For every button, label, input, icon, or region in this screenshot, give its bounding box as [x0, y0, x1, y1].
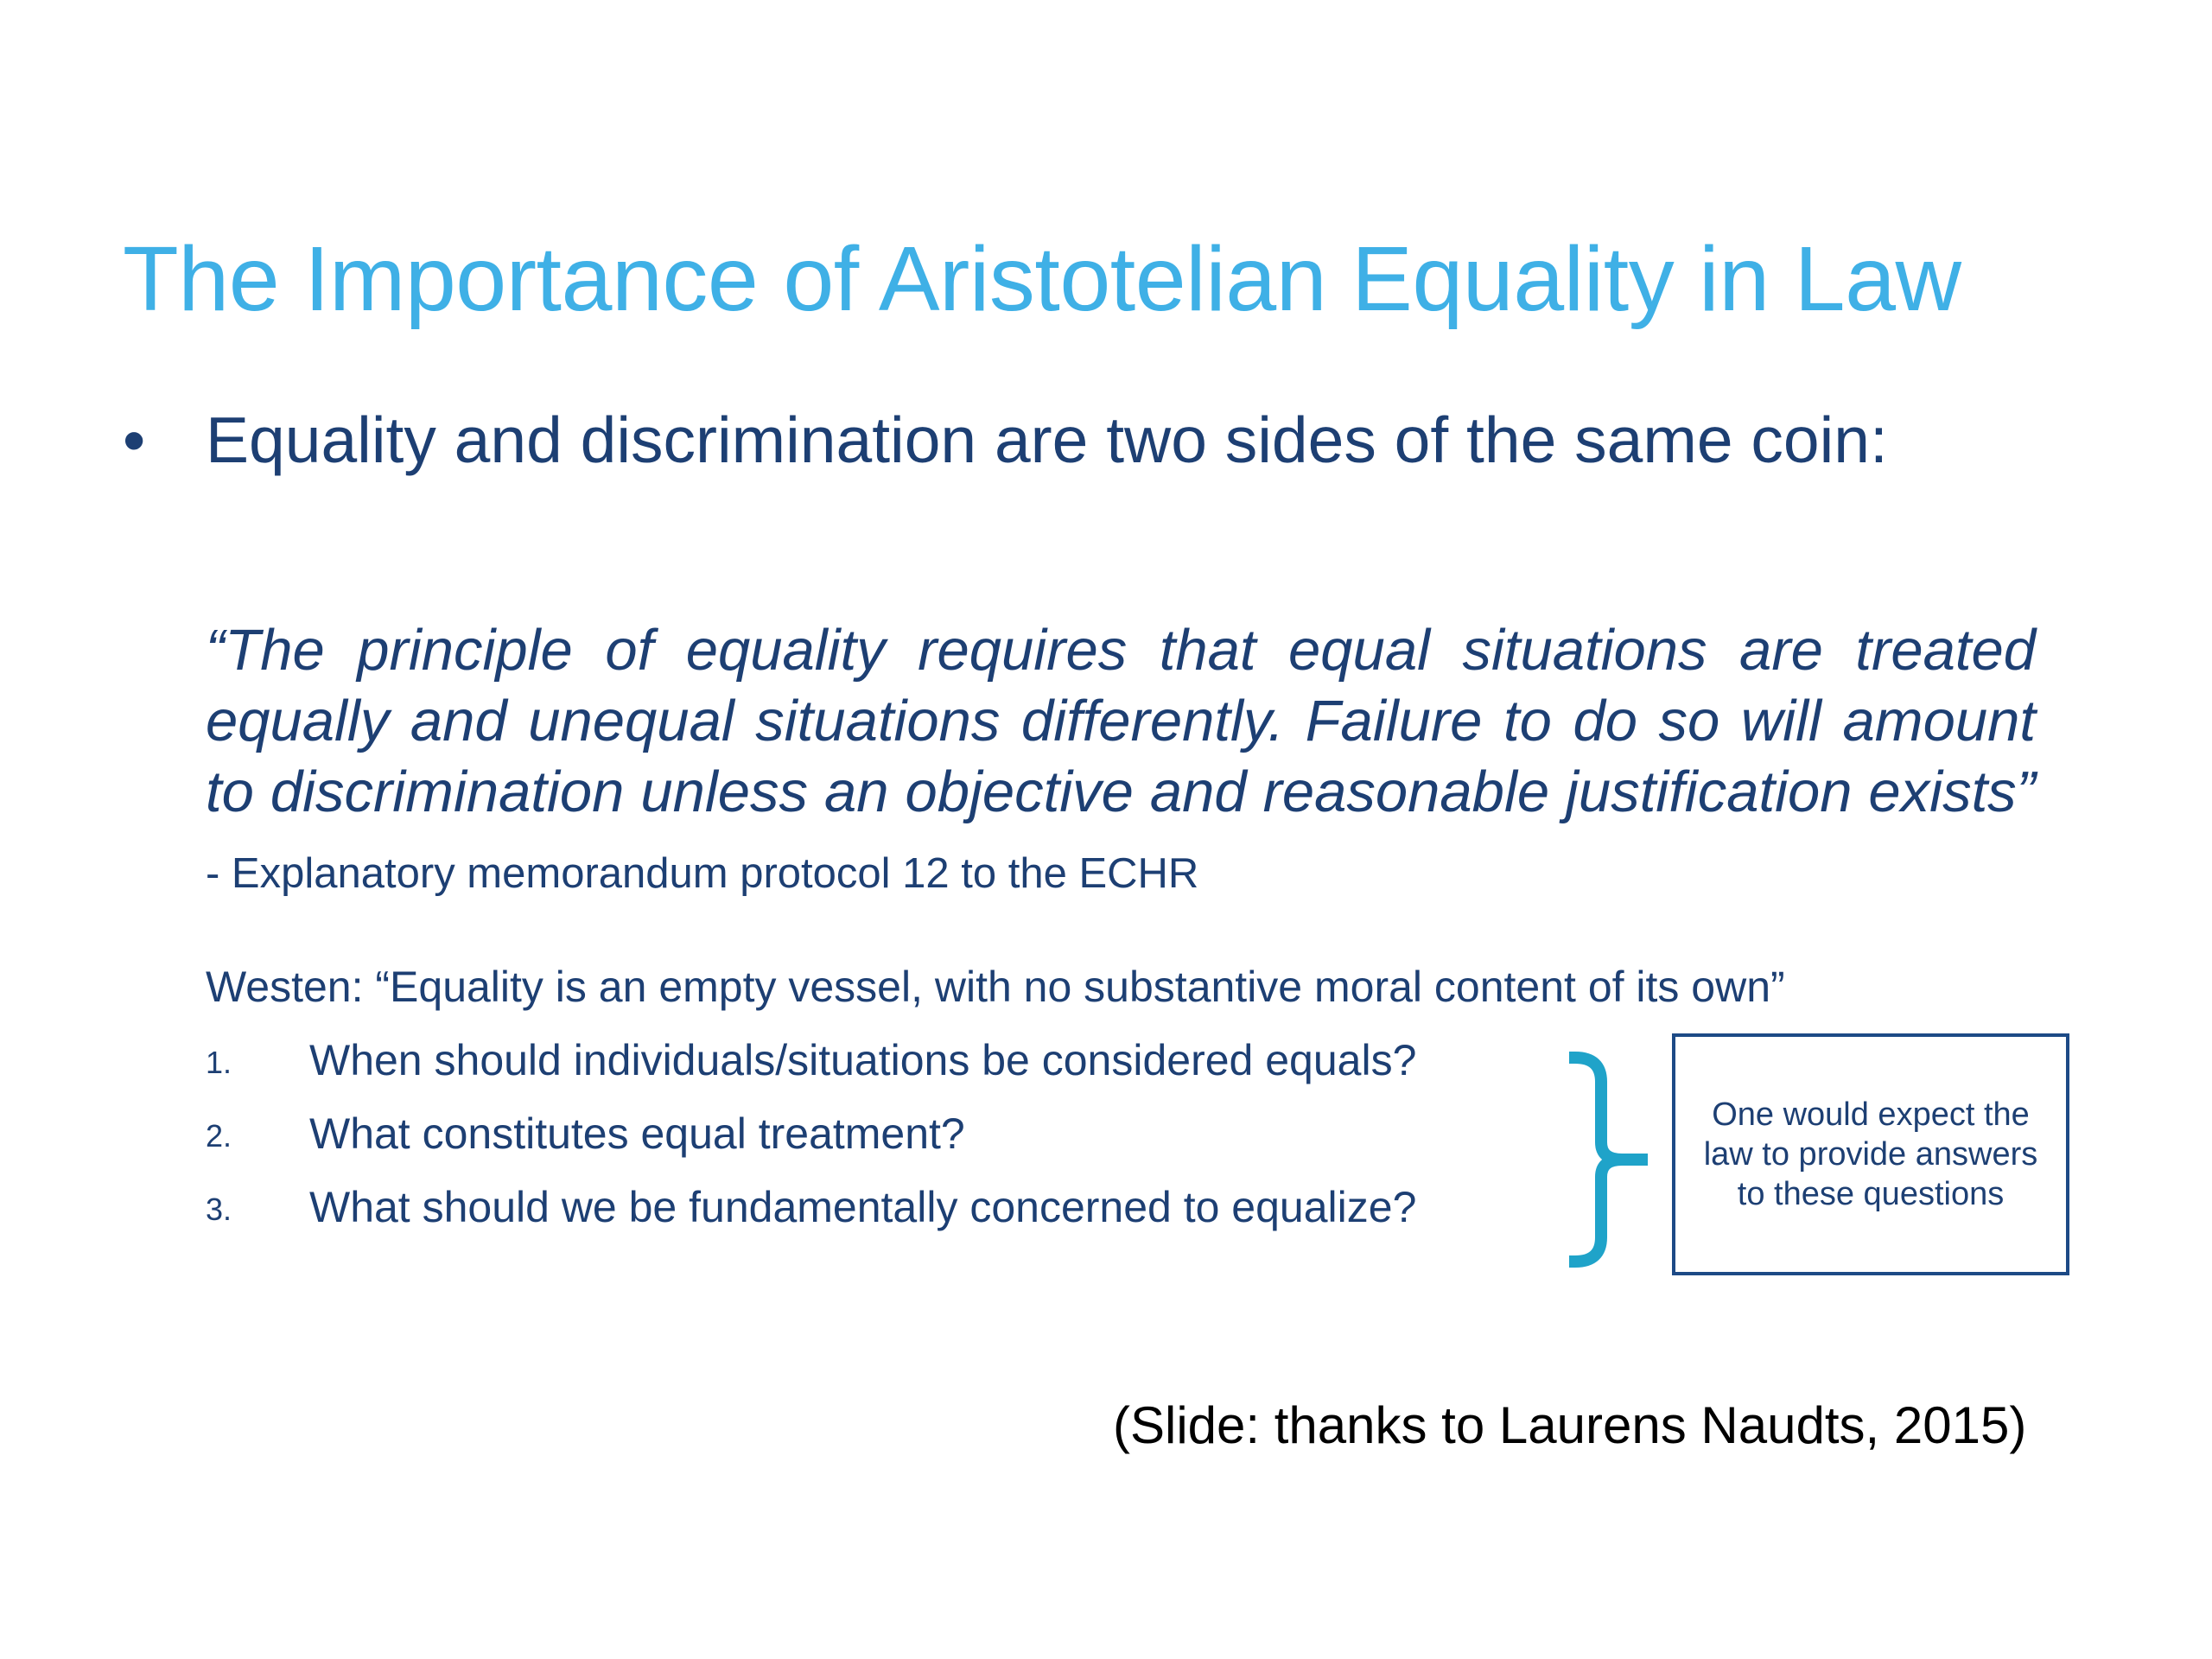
quote-block	[206, 615, 2036, 909]
question-number: 1.	[206, 1045, 232, 1080]
question-number: 3.	[206, 1192, 232, 1227]
slide-title: The Importance of Aristotelian Equality in Law	[123, 228, 1961, 330]
slide-credit: (Slide: thanks to Laurens Naudts, 2015)	[1113, 1396, 2027, 1454]
question-text: What constitutes equal treatment?	[309, 1109, 965, 1158]
westen-quote: Westen: “Equality is an empty vessel, with no substantive moral content of its own”	[206, 963, 1785, 1011]
answer-box	[1672, 1033, 2069, 1275]
quote-source: - Explanatory memorandum protocol 12 to the ECHR	[206, 850, 1199, 897]
question-number: 2.	[206, 1118, 232, 1154]
answer-box-text: One would expect the law to provide answers to these questions	[1703, 1096, 2038, 1212]
question-text: What should we be fundamentally concerned to equalize?	[309, 1183, 1417, 1231]
question-text: When should individuals/situations be considered equals?	[309, 1036, 1417, 1084]
bullet-dot: •	[123, 404, 146, 476]
right-curly-brace-icon	[1560, 1047, 1663, 1272]
quote-text: “The principle of equality requires that equal situations are treated equally and unequal situations differently. Failure to do so will amount to discrimination unless an objective and reasonable justification exists”	[206, 618, 2036, 824]
bullet-text: Equality and discrimination are two sides of the same coin:	[206, 404, 1888, 476]
